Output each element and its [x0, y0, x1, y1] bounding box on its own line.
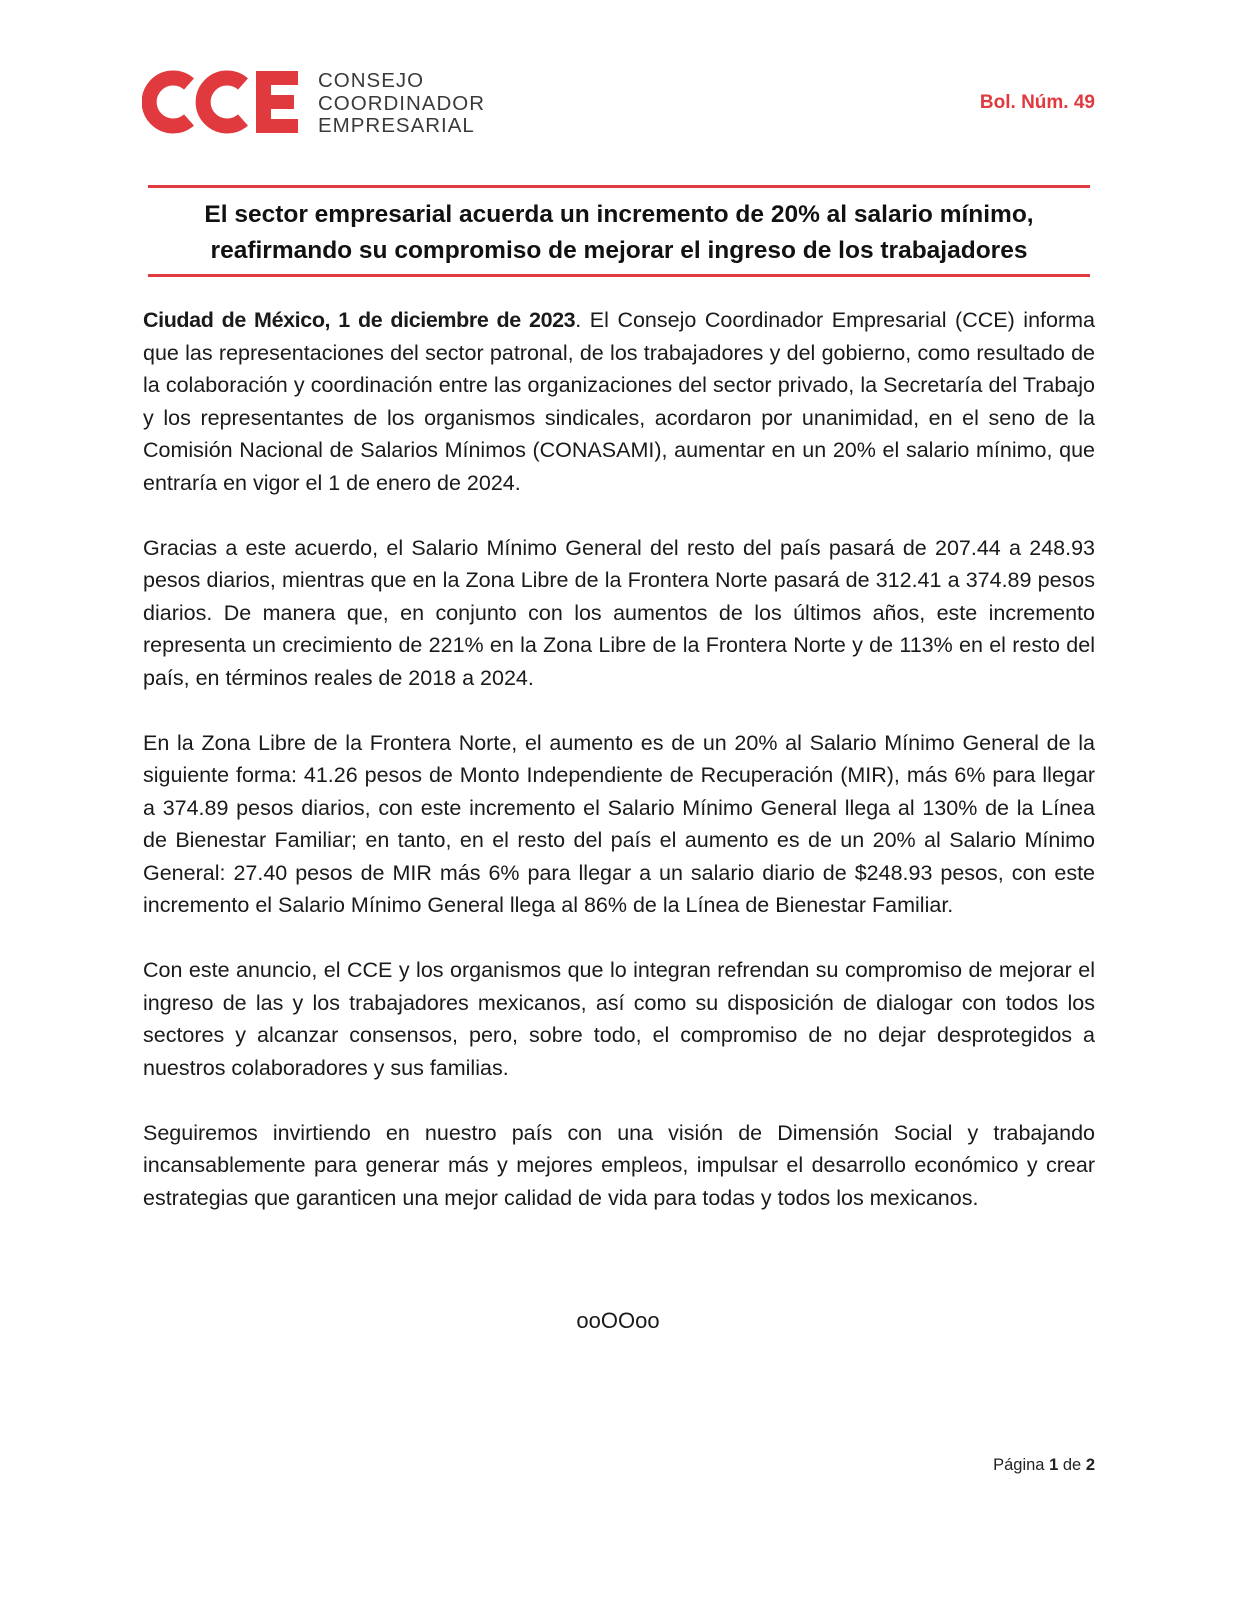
page-total: 2 [1085, 1456, 1095, 1474]
headline-top-rule [148, 185, 1090, 188]
paragraph-4: Con este anuncio, el CCE y los organismos que lo integran refrendan su compromiso de mejorar el ingreso de las y los trabajadores mexicanos, así como su disposición de dialogar con todos los sectores y alcanzar consensos, pero, sobre todo, el compromiso de no dejar desprotegidos a nuestros colaboradores y sus familias. [143, 958, 1095, 1080]
headline-line: El sector empresarial acuerda un incremento de 20% al salario mínimo, [204, 201, 1034, 228]
paragraph-1 [143, 304, 1095, 499]
headline-line: reafirmando su compromiso de mejorar el ingreso de los trabajadores [210, 237, 1028, 264]
page-word: Página [993, 1456, 1045, 1474]
logo-line: COORDINADOR [318, 91, 486, 115]
article-body [143, 304, 1095, 1247]
paragraph-5: Seguiremos invirtiendo en nuestro país con una visión de Dimensión Social y trabajando incansablemente para generar más y mejores empleos, impulsar el desarrollo económico y crear estrategias que garanticen una mejor calidad de vida para todas y todos los mexicanos. [143, 1120, 1095, 1210]
dateline: Ciudad de México, 1 de diciembre de 2023 [143, 308, 576, 332]
headline-bottom-rule [148, 274, 1090, 277]
bulletin-number: Bol. Núm. 49 [979, 92, 1095, 113]
logo-line: EMPRESARIAL [318, 114, 475, 137]
end-separator: ooOOoo [576, 1308, 660, 1333]
paragraph-2: Gracias a este acuerdo, el Salario Mínimo General del resto del país pasará de 207.44 a 248.93 pesos diarios, mientras que en la Zona Libre de la Frontera Norte pasará de 312.41 a 374.89 pesos diarios. De manera que, en conjunto con los aumentos de los últimos años, este incremento representa un crecimiento de 221% en la Zona Libre de la Frontera Norte y de 113% en el resto del país, en términos reales de 2018 a 2024. [143, 535, 1095, 690]
cce-logo [142, 68, 487, 140]
paragraph-1-text: . El Consejo Coordinador Empresarial (CCE) informa que las representaciones del sector patronal, de los trabajadores y del gobierno, como resultado de la colaboración y coordinación entre las organizaciones del sector privado, la Secretaría del Trabajo y los representantes de los organismos sindicales, acordaron por unanimidad, en el seno de la Comisión Nacional de Salarios Mínimos (CONASAMI), aumentar en un 20% el salario mínimo, que entraría en vigor el 1 de enero de 2024. [143, 308, 1095, 495]
page-number [993, 1456, 1095, 1475]
logo-line: CONSEJO [318, 69, 425, 92]
cce-logo-mark [142, 70, 302, 134]
page-of: de [1062, 1456, 1082, 1474]
headline [143, 197, 1095, 269]
paragraph-3: En la Zona Libre de la Frontera Norte, el aumento es de un 20% al Salario Mínimo General de la siguiente forma: 41.26 pesos de Monto Independiente de Recuperación (MIR), más 6% para llegar a 374.89 pesos diarios, con este incremento el Salario Mínimo General llega al 130% de la Línea de Bienestar Familiar; en tanto, en el resto del país el aumento es de un 20% al Salario Mínimo General: 27.40 pesos de MIR más 6% para llegar a un salario diario de $248.93 pesos, con este incremento el Salario Mínimo General llega al 86% de la Línea de Bienestar Familiar. [143, 730, 1095, 917]
logo-wordmark [318, 70, 485, 138]
page-current: 1 [1049, 1456, 1059, 1474]
